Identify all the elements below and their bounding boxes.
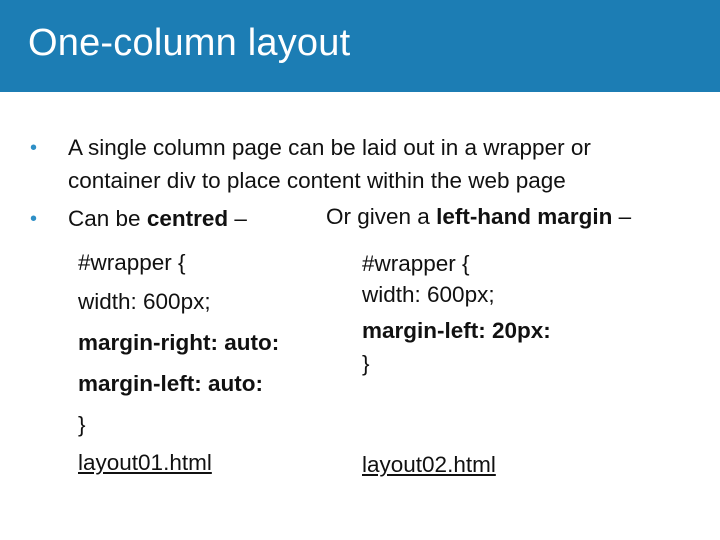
title-bar <box>0 0 720 92</box>
right-heading-prefix: Or given a <box>326 204 437 229</box>
right-heading-bold: left-hand margin <box>436 204 613 229</box>
bullet2-bold: centred <box>146 206 229 231</box>
right-code-width: width: 600px; <box>362 282 495 307</box>
right-code-close: } <box>362 351 370 376</box>
bullet1-line2: container div to place content within the web page <box>68 168 566 193</box>
bullet-marker: • <box>30 137 38 159</box>
bullet2-text <box>68 208 247 231</box>
right-heading-suffix: – <box>612 204 632 229</box>
left-code-margin-left: margin-left: auto: <box>78 371 263 396</box>
right-code-selector: #wrapper { <box>362 251 470 276</box>
layout02-link[interactable]: layout02.html <box>362 452 496 477</box>
right-heading <box>326 206 631 229</box>
left-code-close: } <box>78 412 86 437</box>
slide-title: One-column layout <box>28 22 351 64</box>
bullet-marker: • <box>30 208 38 230</box>
bullet1-line1: A single column page can be laid out in a wrapper or <box>68 135 591 160</box>
right-code-margin-left: margin-left: 20px: <box>362 318 551 343</box>
left-code-margin-right: margin-right: auto: <box>78 330 280 355</box>
bullet2-suffix: – <box>228 206 247 231</box>
left-code-width: width: 600px; <box>78 289 211 314</box>
bullet2-prefix: Can be <box>68 206 147 231</box>
left-code-selector: #wrapper { <box>78 250 186 275</box>
layout01-link[interactable]: layout01.html <box>78 450 212 475</box>
